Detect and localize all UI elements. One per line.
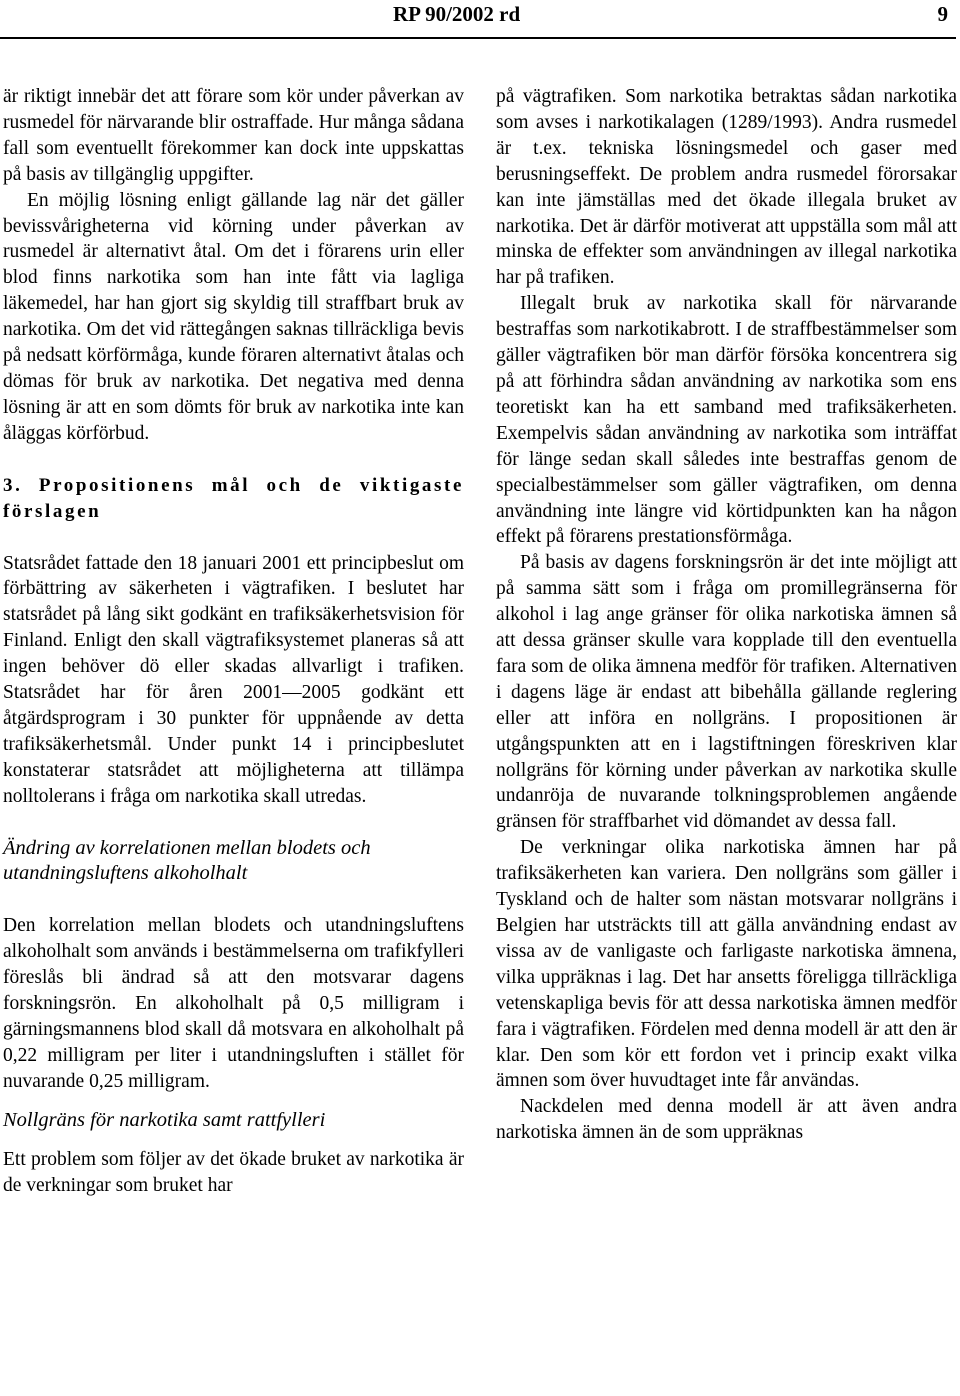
paragraph: Illegalt bruk av narkotika skall för närvarande bestraffas som narkotikabrott. I de straffbestämmelser som gäller vägtrafiken bör man därför försöka koncentrera sig på att förhindra sådan användning av narkotika som ens teoretiskt kan ha ett samband med trafiksäkerheten. Exempelvis sådan användning av narkotika som inträffat för länge sedan skall således inte bestraffas genom de specialbestämmelser som gäller vägtrafiken, om denna användning inte längre vid körtidpunkten kan ha någon effekt på förarens prestationsförmåga. xyxy=(496,293,957,548)
page-number: 9 xyxy=(937,2,948,26)
paragraph: Statsrådet fattade den 18 januari 2001 ett principbeslut om förbättring av säkerheten i vägtrafiken. I beslutet har statsrådet på lång sikt godkänt en trafiksäkerhetsvision för Finland. Enligt den skall vägtrafiksystemet planeras så att ingen behöver dö eller skadas allvarligt i trafiken. Statsrådet har för åren 2001—2005 godkänt ett åtgärdsprogram i 30 punkter för uppnående av detta trafiksäkerhetsmål. Under punkt 14 i principbeslutet konstaterar statsrådet att möjligheterna att tillämpa nolltolerans i fråga om narkotika skall utredas. xyxy=(3,552,464,807)
section-heading: 3. Propositionens mål och de viktigaste förslagen xyxy=(3,474,464,522)
subheading: Nollgräns för narkotika samt rattfylleri xyxy=(3,1108,326,1131)
spacer xyxy=(3,1095,464,1108)
header-rule xyxy=(0,37,956,39)
paragraph: Ett problem som följer av det ökade bruket av narkotika är de verkningar som bruket har xyxy=(3,1148,464,1196)
paragraph: på vägtrafiken. Som narkotika betraktas sådan narkotika som avses i narkotikalagen (1289/1993). Andra rusmedel är t.ex. tekniska lösningsmedel och gaser med berusningseffekt. De problem andra rusmedel förorsakar kan inte jämställas med det ökade illegala bruket av narkotika. Det är därför motiverat att uppställa som mål att minska de effekter som användningen av illegal narkotika har på trafiken. xyxy=(496,86,957,289)
document-id: RP 90/2002 rd xyxy=(393,2,521,26)
paragraph: En möjlig lösning enligt gällande lag när det gäller bevissvårigheterna vid körning under påverkan av rusmedel är alternativt åtal. Om det i förarens urin eller blod finns narkotika som han inte fått via lagliga läkemedel, har han gjort sig skyldig till straffbart bruk av narkotika. Om det vid rättegången saknas tillräckliga bevis på nedsatt körförmåga, kunde föraren alternativt åtalas och dömas för bruk av narkotika. Det negativa med denna lösning är att en som dömts för bruk av narkotika inte kan åläggas körförbud. xyxy=(3,189,464,444)
spacer xyxy=(3,887,464,913)
paragraph: På basis av dagens forskningsrön är det inte möjligt att på samma sätt som i fråga om promillegränserna för alkohol i lag ange gränser för olika narkotiska ämnen så att dessa gränser skulle vara kopplade till den eventuella fara som de olika ämnena medför för trafiken. Alternativen i dagens läge är endast att bibehålla gällande reglering eller att införa en nollgräns. I propositionen är utgångspunkten att en i lagstiftningen föreskriven klar nollgräns för körning under påverkan av narkotika skulle undanröja de nuvarande tolkningsproblemen angående gränsen för straffbarhet vid dömandet av dessa fall. xyxy=(496,552,957,833)
left-column xyxy=(3,84,464,1198)
paragraph: är riktigt innebär det att förare som kör under påverkan av rusmedel för närvarande blir ostraffade. Hur många sådana fall som eventuellt förekommer kan dock inte uppskattas på basis av tillgänglig uppgifter. xyxy=(3,86,464,185)
spacer xyxy=(3,810,464,836)
spacer xyxy=(3,525,464,551)
subheading: Ändring av korrelationen mellan blodets och utandningsluftens alkoholhalt xyxy=(3,836,371,885)
paragraph: De verkningar olika narkotiska ämnen har på trafiksäkerheten kan variera. Den nollgräns som gäller i Tyskland och de halter som nästan motsvarar nollgräns i Belgien har utsträckts till att gälla användning endast av vissa av de vanligaste och farligaste narkotiska ämnena, vilka uppräknas i lag. Det har ansetts föreligga tillräckliga vetenskapliga bevis för att dessa narkotiska ämnen medför fara i vägtrafiken. Fördelen med denna modell är att den är klar. Den som kör ett fordon vet i princip exakt vilka ämnen som över huvudtaget inte får användas. xyxy=(496,837,957,1092)
page-header xyxy=(0,2,960,32)
right-column xyxy=(496,84,957,1146)
paragraph: Nackdelen med denna modell är att även andra narkotiska ämnen än de som uppräknas xyxy=(496,1096,957,1144)
spacer xyxy=(3,1134,464,1147)
paragraph: Den korrelation mellan blodets och utandningsluftens alkoholhalt som används i bestämmelserna om trafikfylleri föreslås bli ändrad så att den motsvarar dagens forskningsrön. En alkoholhalt på 0,5 milligram i gärningsmannens blod skall då motsvara en alkoholhalt på 0,22 milligram per liter i utandningsluften i stället för nuvarande 0,25 milligram. xyxy=(3,915,464,1092)
spacer xyxy=(3,447,464,473)
